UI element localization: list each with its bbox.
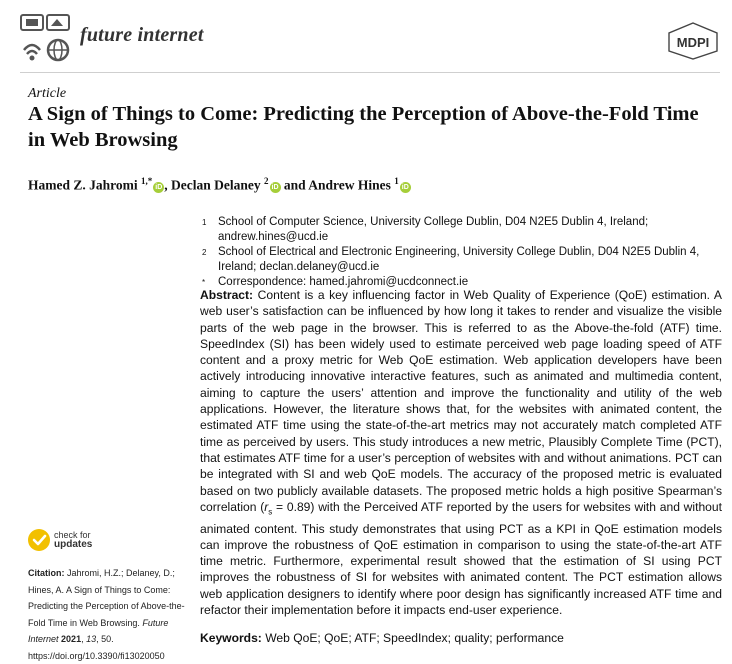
author-name[interactable]: Andrew Hines: [308, 177, 391, 193]
check-line-1: check for: [54, 530, 91, 540]
check-for-updates-label: [54, 531, 92, 549]
affiliation-mark: 2: [202, 248, 207, 257]
journal-logo-icon: [20, 14, 72, 64]
author-list: [28, 176, 411, 194]
citation-journal: Future Internet: [28, 617, 169, 644]
affiliation-text: School of Computer Science, University College Dublin, D04 N2E5 Dublin 4, Ireland; andrew.hines@ucd.ie: [218, 216, 649, 243]
author-separator: ,: [164, 177, 172, 193]
mdpi-logo-icon[interactable]: [666, 22, 720, 60]
author-name[interactable]: Declan Delaney: [171, 177, 261, 193]
affiliation-item: [202, 245, 722, 275]
journal-name[interactable]: future internet: [80, 24, 204, 46]
affiliation-mark: 1: [202, 218, 207, 227]
orcid-icon[interactable]: iD: [401, 183, 409, 191]
citation-doi-link[interactable]: https://doi.org/10.3390/fi13020050: [28, 650, 165, 661]
author-separator: and: [280, 177, 309, 193]
citation-volume: 13: [86, 634, 97, 644]
author-affiliation-mark: 1: [394, 176, 399, 186]
abstract: [200, 287, 722, 618]
keywords: [200, 631, 564, 645]
orcid-icon[interactable]: iD: [155, 183, 163, 191]
citation-text: Jahromi, H.Z.; Delaney, D.; Hines, A. A Sign of Things to Come: Predicting the Perception of Above-the-Fold Time in Web Browsing.: [28, 568, 185, 628]
abstract-label: Abstract:: [200, 288, 254, 302]
affiliations: [202, 215, 722, 290]
author-affiliation-mark: 1,*: [141, 176, 153, 186]
abstract-text-part-1: Content is a key influencing factor in Web Quality of Experience (QoE) estimation. A web user’s satisfaction can be influenced by how long it takes to render and visualize the visible parts of the web page in the browser. This is referred to as the Above-the-fold (ATF) time. SpeedIndex (SI) has been widely used to estimate perceived web page loading speed of ATF content and a proxy metric for Web QoE estimation. Web application developers have been actively introducing innovative interactive features, such as animated and multimedia content, aiming to capture the users’ attention and improve the functionality and utility of the web applications. However, the literature shows that, for the websites with animated content, the estimated ATF time using the state-of-the-art metrics may not accurately match completed ATF time as perceived by users. This study introduces a new metric, Plausibly Complete Time (PCT), that estimates ATF time for a user’s perception of websites with and without animations. PCT can be integrated with SI and web QoE models. The accuracy of the proposed metric is evaluated based on two publicly available datasets. The proposed metric holds a high positive Spearman’s correlation (: [200, 288, 722, 514]
rs-value: = 0.89: [272, 499, 311, 514]
abstract-text-part-2: ) with the Perceived ATF reported by the users for websites with and without animated content. This study demonstrates that using PCT as a KPI in QoE estimation models can improve the robustness of QoE estimation in comparison to using the state-of-the-art ATF time metric. Furthermore, experimental result showed that the estimation of SI using PCT improves the robustness of SI for websites with animated content. The PCT estimation allows web application designers to identify where poor design has significantly increased ATF time and refactor their implementation before it impacts end-user experience.: [200, 499, 722, 618]
check-for-updates-icon: [28, 529, 50, 551]
citation-block: Citation: Jahromi, H.Z.; Delaney, D.; Hines, A. A Sign of Things to Come: Predicting the Perception of Above-the-Fold Time in Web Browsing. Future Internet 2021, 13, 50. https://doi.org/10.3390/fi13020050: [28, 568, 185, 661]
affiliation-text: Correspondence: hamed.jahromi@ucdconnect.ie: [218, 276, 469, 288]
citation-pages: 50.: [101, 634, 114, 644]
keywords-text: Web QoE; QoE; ATF; SpeedIndex; quality; performance: [265, 631, 564, 645]
rs-symbol: r: [264, 499, 269, 514]
keywords-label: Keywords:: [200, 631, 262, 645]
rs-subscript: s: [268, 507, 273, 517]
header-divider: [20, 72, 720, 73]
publisher-name: MDPI: [676, 35, 710, 50]
article-type: Article: [28, 86, 67, 101]
check-for-updates-button[interactable]: [28, 529, 138, 555]
orcid-icon[interactable]: iD: [271, 183, 279, 191]
author-affiliation-mark: 2: [264, 176, 269, 186]
affiliation-text: School of Electrical and Electronic Engineering, University College Dublin, D04 N2E5 Dublin 4, Ireland; declan.delaney@ucd.ie: [218, 246, 700, 273]
affiliation-item: [202, 215, 722, 245]
citation-year: 2021: [61, 634, 82, 644]
page-title: A Sign of Things to Come: Predicting the Perception of Above-the-Fold Time in Web Browsing: [28, 103, 699, 151]
check-line-2: updates: [54, 539, 93, 550]
author-name[interactable]: Hamed Z. Jahromi: [28, 177, 138, 193]
citation-label: Citation:: [28, 568, 65, 578]
affiliation-mark: *: [202, 278, 206, 287]
